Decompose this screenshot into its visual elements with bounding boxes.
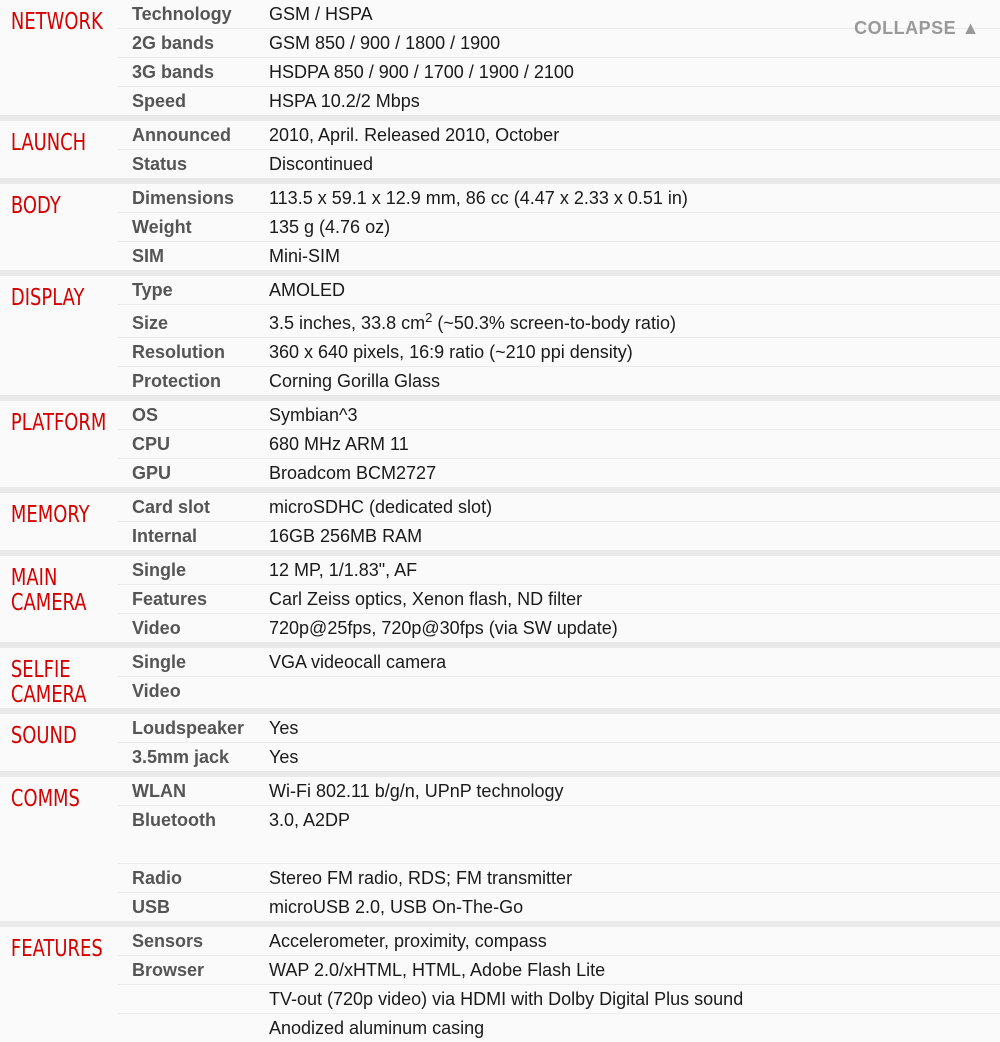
spec-value: Wi-Fi 802.11 b/g/n, UPnP technology (269, 781, 564, 801)
spec-value: microUSB 2.0, USB On-The-Go (269, 897, 524, 917)
spec-row (118, 150, 1000, 178)
spec-value: Corning Gorilla Glass (269, 371, 441, 391)
section-title: FEATURES (10, 936, 103, 962)
section-title: NETWORK (10, 9, 103, 35)
spec-value: HSPA 10.2/2 Mbps (269, 91, 420, 111)
spec-row (118, 367, 1000, 395)
spec-value: 360 x 640 pixels, 16:9 ratio (~210 ppi density) (269, 342, 633, 362)
spec-key[interactable]: Announced (132, 125, 231, 145)
spec-value: AMOLED (269, 280, 346, 300)
spec-row (118, 522, 1000, 550)
spec-key[interactable]: Single (132, 560, 187, 580)
spec-key[interactable]: Resolution (132, 342, 225, 362)
size-ratio-text: (~50.3% screen-to-body ratio) (432, 313, 676, 333)
section-title-line: CAMERA (10, 682, 87, 708)
section-title: SOUND (10, 723, 77, 749)
spec-key[interactable]: 2G bands (132, 33, 215, 53)
spec-value: 135 g (4.76 oz) (269, 217, 391, 237)
section-title (0, 648, 92, 708)
spec-key[interactable]: Weight (132, 217, 192, 237)
section-launch (0, 121, 1000, 178)
section-features (0, 927, 1000, 1042)
spec-row (118, 893, 1000, 921)
spec-key[interactable]: Status (132, 154, 188, 174)
spec-row (118, 864, 1000, 893)
spec-key[interactable]: Loudspeaker (132, 718, 245, 738)
spec-value: Yes (269, 718, 299, 738)
spec-key[interactable]: Speed (132, 91, 187, 111)
spec-value: GSM 850 / 900 / 1800 / 1900 (269, 33, 501, 53)
collapse-button[interactable]: COLLAPSE ▲ (854, 18, 980, 38)
spec-value: VGA videocall camera (269, 652, 447, 672)
spec-key[interactable]: USB (132, 897, 171, 917)
spec-key[interactable]: Card slot (132, 497, 211, 517)
spec-key[interactable]: Radio (132, 868, 183, 888)
section-body (0, 184, 1000, 270)
spec-row (118, 338, 1000, 367)
spec-key[interactable]: Features (132, 589, 208, 609)
spec-key[interactable]: Single (132, 652, 187, 672)
spec-row (118, 58, 1000, 87)
section-title-line: CAMERA (10, 590, 87, 616)
spec-row (118, 121, 1000, 150)
spec-value: HSDPA 850 / 900 / 1700 / 1900 / 2100 (269, 62, 574, 82)
section-network (0, 0, 1000, 115)
spec-key[interactable]: Bluetooth (132, 810, 216, 830)
spec-key[interactable]: GPU (132, 463, 172, 483)
spec-value: 2010, April. Released 2010, October (269, 125, 560, 145)
spec-value: 16GB 256MB RAM (269, 526, 423, 546)
spec-key[interactable]: Protection (132, 371, 222, 391)
section-title-line: MAIN (10, 565, 58, 591)
spec-key[interactable]: Video (132, 681, 181, 701)
spec-row (118, 493, 1000, 522)
section-title: DISPLAY (10, 285, 85, 311)
spec-key[interactable]: Type (132, 280, 173, 300)
spec-row (118, 806, 1000, 864)
spec-value (269, 305, 1000, 337)
spec-row (118, 556, 1000, 585)
spec-row (118, 213, 1000, 242)
spec-key[interactable]: 3G bands (132, 62, 215, 82)
spec-key[interactable]: Internal (132, 526, 198, 546)
spec-row (118, 242, 1000, 270)
spec-value: 680 MHz ARM 11 (269, 434, 409, 454)
spec-row (118, 614, 1000, 642)
spec-value: WAP 2.0/xHTML, HTML, Adobe Flash Lite (269, 960, 606, 980)
spec-row (118, 276, 1000, 305)
section-sound (0, 714, 1000, 771)
section-memory (0, 493, 1000, 550)
section-title-line: SELFIE (10, 657, 71, 683)
spec-value: 720p@25fps, 720p@30fps (via SW update) (269, 618, 618, 638)
spec-row (118, 430, 1000, 459)
spec-value: TV-out (720p video) via HDMI with Dolby Digital Plus sound (269, 989, 744, 1009)
spec-key[interactable]: OS (132, 405, 159, 425)
spec-value: Mini-SIM (269, 246, 340, 266)
spec-row (118, 743, 1000, 771)
section-title (0, 556, 92, 642)
section-comms (0, 777, 1000, 921)
spec-key[interactable]: CPU (132, 434, 171, 454)
spec-value: 12 MP, 1/1.83", AF (269, 560, 418, 580)
spec-row (118, 401, 1000, 430)
spec-row (118, 927, 1000, 956)
spec-value: 113.5 x 59.1 x 12.9 mm, 86 cc (4.47 x 2.33 x 0.51 in) (269, 188, 688, 208)
section-platform (0, 401, 1000, 487)
spec-row (118, 648, 1000, 677)
section-title: COMMS (10, 786, 80, 812)
spec-row (118, 777, 1000, 806)
spec-value: Yes (269, 747, 299, 767)
spec-value: Carl Zeiss optics, Xenon flash, ND filter (269, 589, 583, 609)
size-text: 3.5 inches, 33.8 cm (269, 313, 426, 333)
superscript: 2 (425, 310, 433, 325)
section-title: PLATFORM (10, 410, 107, 436)
section-selfie-camera (0, 648, 1000, 708)
spec-row (118, 305, 1000, 338)
section-display (0, 276, 1000, 395)
spec-value: Anodized aluminum casing (269, 1018, 485, 1038)
spec-key[interactable]: WLAN (132, 781, 186, 801)
spec-value (269, 677, 1000, 705)
spec-row (118, 677, 1000, 705)
spec-row (118, 956, 1000, 985)
spec-key[interactable]: SIM (132, 246, 165, 266)
spec-key[interactable]: Sensors (132, 931, 204, 951)
spec-row (118, 459, 1000, 487)
spec-row (118, 585, 1000, 614)
spec-key[interactable]: Video (132, 618, 181, 638)
spec-key[interactable]: Technology (132, 4, 232, 24)
spec-key (118, 985, 269, 1013)
spec-key[interactable]: 3.5mm jack (132, 747, 230, 767)
spec-row (118, 184, 1000, 213)
section-title: LAUNCH (10, 130, 87, 156)
spec-value: microSDHC (dedicated slot) (269, 497, 493, 517)
spec-value: GSM / HSPA (269, 4, 373, 24)
spec-row (118, 87, 1000, 115)
spec-value: Symbian^3 (269, 405, 358, 425)
spec-key[interactable]: Browser (132, 960, 205, 980)
section-title: MEMORY (10, 502, 90, 528)
section-title: BODY (10, 193, 61, 219)
spec-value: Accelerometer, proximity, compass (269, 931, 547, 951)
spec-key[interactable]: Size (132, 313, 169, 333)
spec-row (118, 985, 1000, 1014)
spec-value: Broadcom BCM2727 (269, 463, 437, 483)
spec-value: Stereo FM radio, RDS; FM transmitter (269, 868, 573, 888)
spec-row (118, 714, 1000, 743)
spec-value: 3.0, A2DP (269, 810, 351, 830)
spec-key[interactable]: Dimensions (132, 188, 235, 208)
section-main-camera (0, 556, 1000, 642)
spec-value: Discontinued (269, 154, 374, 174)
